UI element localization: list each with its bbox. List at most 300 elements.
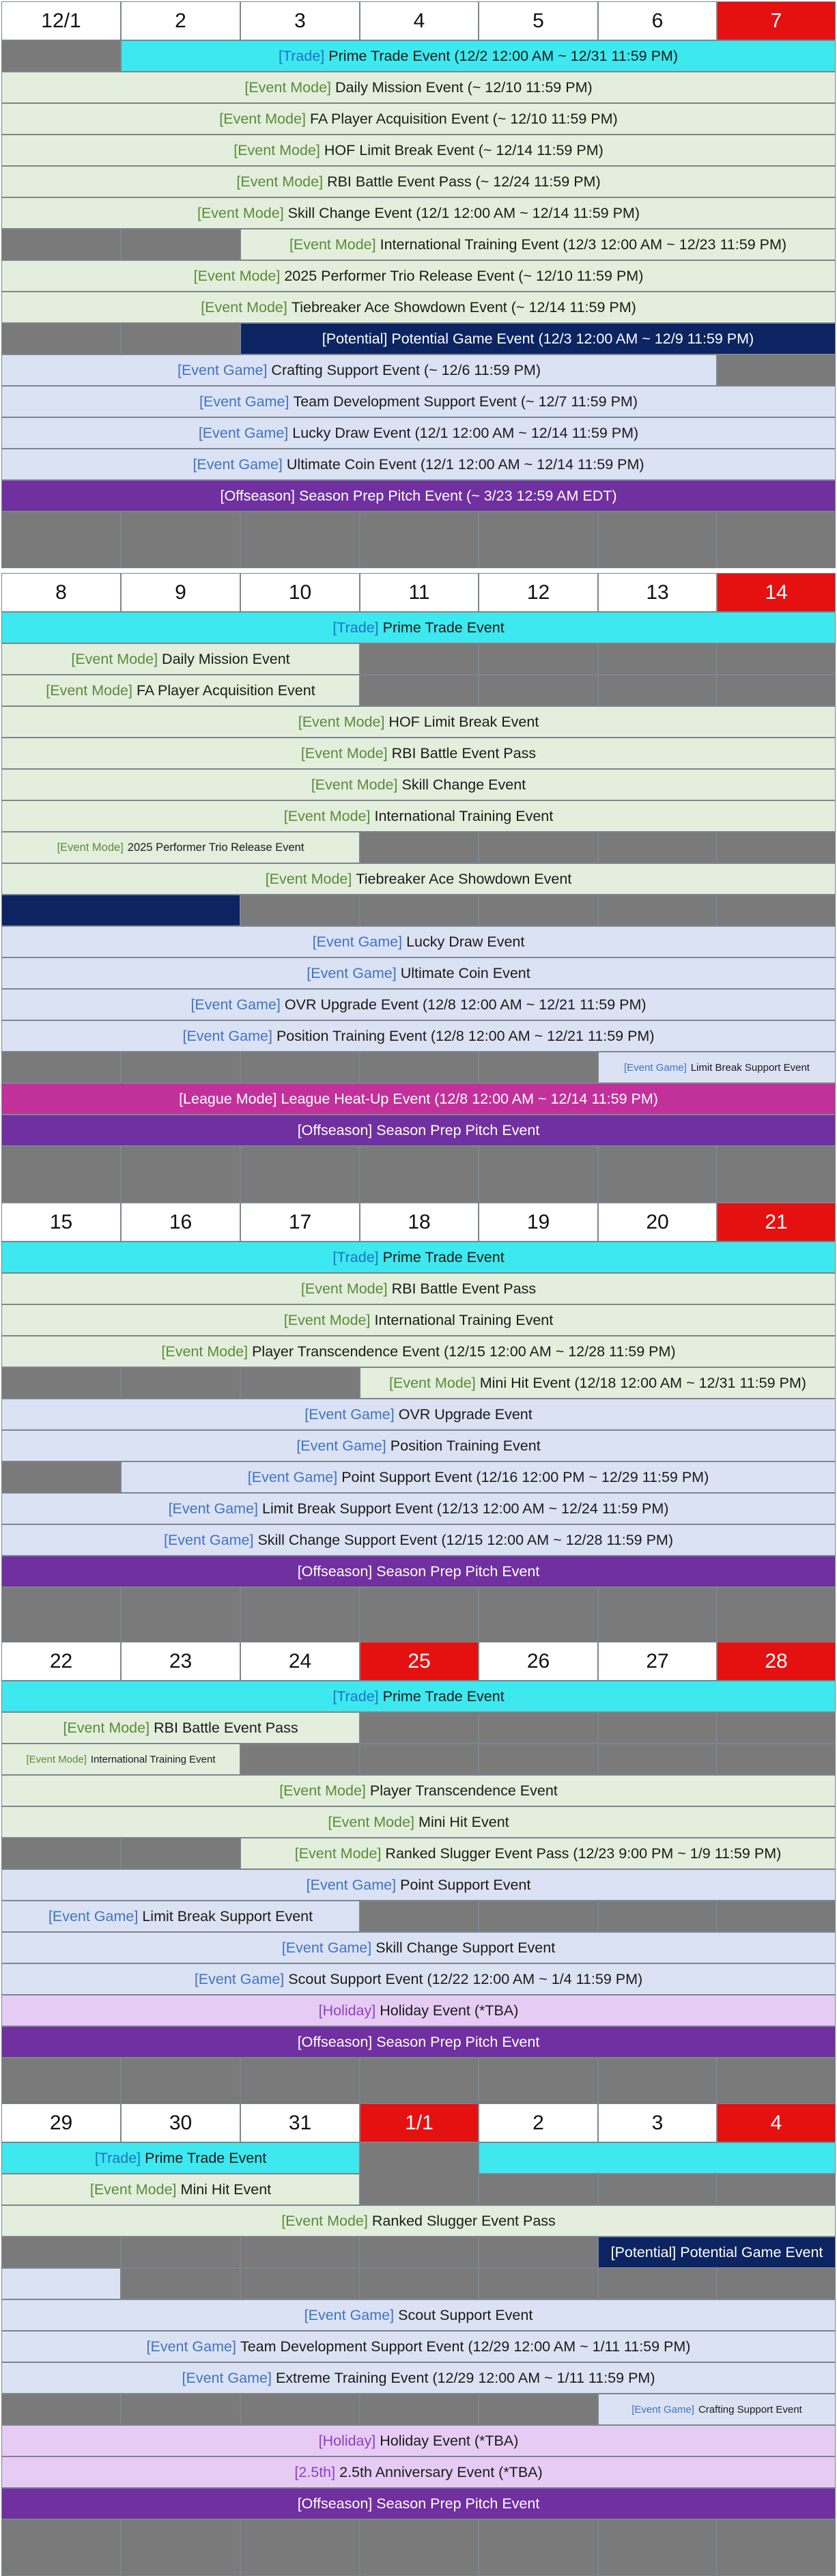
week-spacer [121, 1587, 240, 1644]
day-header: 10 [240, 573, 360, 612]
week-spacer [121, 1146, 240, 1203]
event-category-tag: [Event Game] [182, 2369, 272, 2386]
event-category-tag: [Event Game] [177, 361, 268, 378]
event-bar[interactable] [598, 2237, 836, 2268]
empty-slot [479, 1744, 598, 1775]
event-bar[interactable] [1, 1304, 836, 1336]
event-bar[interactable] [1, 2205, 836, 2237]
event-bar[interactable] [1, 1995, 836, 2026]
empty-slot [121, 229, 240, 260]
week-spacer [717, 1587, 836, 1644]
event-category-tag: [Trade] [332, 1688, 379, 1705]
event-name: Skill Change Event [401, 776, 526, 793]
event-name: Prime Trade Event [382, 1248, 505, 1265]
empty-slot [121, 2394, 240, 2425]
day-header: 31 [240, 2103, 360, 2142]
event-name: Mini Hit Event [418, 1813, 509, 1830]
event-bar[interactable] [1, 1712, 360, 1744]
event-category-tag: [Trade] [278, 47, 325, 64]
event-bar[interactable] [121, 40, 836, 72]
event-bar[interactable] [1, 386, 836, 417]
event-bar[interactable] [1, 2142, 360, 2174]
empty-slot [1, 40, 121, 72]
empty-slot [598, 1744, 717, 1775]
event-bar[interactable] [1, 354, 717, 386]
empty-slot [360, 1744, 479, 1775]
event-bar[interactable] [1, 449, 836, 480]
event-category-tag: [Event Game] [190, 996, 281, 1013]
day-header: 3 [240, 1, 360, 40]
event-category-tag: [Event Mode] [244, 79, 332, 96]
event-bar[interactable] [1, 197, 836, 229]
event-name: Season Prep Pitch Event (~ 3/23 12:59 AM EDT) [299, 487, 617, 504]
event-name: Potential Game Event (12/3 12:00 AM ~ 12/9 11:59 PM) [391, 330, 754, 347]
week-spacer [360, 1587, 479, 1644]
day-header: 28 [717, 1642, 836, 1681]
event-bar[interactable] [240, 1838, 836, 1869]
event-category-tag: [Event Mode] [89, 2181, 177, 2198]
event-category-tag: [Potential] [322, 330, 388, 347]
empty-slot [121, 2237, 240, 2268]
event-category-tag: [Event Mode] [63, 1719, 150, 1736]
empty-slot [598, 643, 717, 675]
event-bar[interactable] [1, 292, 836, 323]
event-name: International Training Event [90, 1753, 216, 1765]
event-name: 2025 Performer Trio Release Event [127, 841, 304, 854]
event-bar[interactable] [1, 2362, 836, 2394]
event-bar[interactable] [1, 1869, 836, 1901]
empty-slot [1, 1461, 121, 1493]
empty-slot [240, 1052, 360, 1083]
day-header: 21 [717, 1203, 836, 1242]
day-header: 1/1 [360, 2103, 479, 2142]
event-category-tag: [Offseason] [297, 2495, 373, 2512]
event-bar[interactable] [1, 2299, 836, 2331]
event-category-tag: [Event Game] [198, 424, 289, 441]
event-name: Ranked Slugger Event Pass [371, 2212, 556, 2229]
empty-slot [1, 2394, 121, 2425]
event-bar[interactable] [1, 1399, 836, 1430]
day-header: 27 [598, 1642, 717, 1681]
empty-slot [479, 1712, 598, 1744]
event-category-tag: [Trade] [332, 619, 379, 636]
day-header: 20 [598, 1203, 717, 1242]
event-bar[interactable] [598, 2394, 836, 2425]
event-category-tag: [Event Game] [632, 2403, 694, 2416]
event-category-tag: [2.5th] [294, 2463, 336, 2480]
event-name: Limit Break Support Event [142, 1907, 313, 1924]
empty-slot [240, 1744, 360, 1775]
event-category-tag: [Offseason] [220, 487, 296, 504]
event-name: Holiday Event (*TBA) [380, 2432, 519, 2449]
day-header: 4 [717, 2103, 836, 2142]
event-name: HOF Limit Break Event (~ 12/14 11:59 PM) [324, 141, 604, 158]
event-name: RBI Battle Event Pass [391, 744, 537, 761]
week-spacer [360, 1146, 479, 1203]
event-name: Player Transcendence Event (12/15 12:00 AM ~ 12/28 11:59 PM) [252, 1343, 676, 1360]
event-category-tag: [Event Game] [304, 2306, 395, 2323]
event-bar[interactable] [1, 1115, 836, 1146]
event-bar[interactable] [1, 480, 836, 512]
event-bar[interactable] [1, 1336, 836, 1367]
event-name: Tiebreaker Ace Showdown Event (~ 12/14 11:59 PM) [291, 298, 636, 316]
event-bar[interactable] [1, 417, 836, 449]
event-name: OVR Upgrade Event (12/8 12:00 AM ~ 12/21 11:59 PM) [284, 996, 647, 1013]
event-category-tag: [Event Game] [199, 393, 289, 410]
event-category-tag: [Event Game] [306, 1876, 397, 1893]
event-category-tag: [Trade] [332, 1248, 379, 1265]
event-name: Lucky Draw Event (12/1 12:00 AM ~ 12/14 11:59 PM) [292, 424, 639, 441]
event-category-tag: [Event Mode] [197, 204, 284, 221]
event-category-tag: [Event Game] [193, 456, 283, 473]
event-name: RBI Battle Event Pass [154, 1719, 298, 1736]
week-spacer [121, 2519, 240, 2576]
event-category-tag: [Event Mode] [236, 173, 324, 190]
week-spacer [1, 1587, 121, 1644]
event-bar[interactable] [1, 1273, 836, 1304]
event-category-tag: [Potential] [610, 2243, 677, 2260]
empty-slot [479, 832, 598, 863]
event-bar[interactable] [1, 1775, 836, 1806]
event-category-tag: [Event Mode] [46, 682, 132, 699]
day-header: 16 [121, 1203, 240, 1242]
day-header: 5 [479, 1, 598, 40]
event-name: Season Prep Pitch Event [376, 1563, 540, 1580]
event-name: Ranked Slugger Event Pass (12/23 9:00 PM ~ 1/9 11:59 PM) [385, 1845, 782, 1862]
event-bar[interactable] [1, 1932, 836, 1963]
empty-slot [360, 895, 479, 926]
event-category-tag: [Holiday] [318, 2002, 376, 2019]
day-header: 12 [479, 573, 598, 612]
day-header: 29 [1, 2103, 121, 2142]
event-category-tag: [Trade] [94, 2149, 141, 2166]
empty-slot [360, 832, 479, 863]
week-spacer [360, 512, 479, 568]
event-name: Ultimate Coin Event (12/1 12:00 AM ~ 12/14 11:59 PM) [286, 456, 644, 473]
week-spacer [598, 2519, 717, 2576]
week-spacer [479, 2519, 598, 2576]
empty-slot [1, 2237, 121, 2268]
event-name: Mini Hit Event (12/18 12:00 AM ~ 12/31 11:59 PM) [479, 1374, 806, 1391]
event-name: Daily Mission Event (~ 12/10 11:59 PM) [335, 79, 593, 96]
event-bar[interactable] [1, 2456, 836, 2488]
empty-slot [479, 1901, 598, 1932]
empty-slot [598, 2174, 717, 2205]
event-category-tag: [Event Game] [304, 1405, 395, 1423]
event-name: Point Support Event [400, 1876, 531, 1893]
week-spacer [598, 1146, 717, 1203]
day-header: 2 [121, 1, 240, 40]
empty-slot [598, 895, 717, 926]
event-bar[interactable] [1, 1493, 836, 1524]
event-category-tag: [League Mode] [179, 1090, 277, 1107]
empty-slot [360, 1901, 479, 1932]
event-bar[interactable] [1, 1744, 240, 1775]
day-header: 17 [240, 1203, 360, 1242]
event-name: Prime Trade Event [382, 1688, 505, 1705]
event-name: Mini Hit Event [180, 2181, 272, 2198]
empty-slot [479, 1052, 598, 1083]
event-category-tag: [Offseason] [297, 2033, 373, 2050]
event-name: FA Player Acquisition Event [136, 682, 315, 699]
event-name: Crafting Support Event [698, 2403, 802, 2416]
event-name: HOF Limit Break Event [388, 713, 539, 730]
event-category-tag: [Event Mode] [389, 1374, 476, 1391]
event-name: Skill Change Support Event [375, 1939, 556, 1956]
empty-slot [717, 675, 836, 706]
empty-slot [121, 2268, 240, 2299]
empty-slot [479, 2174, 598, 2205]
day-header: 23 [121, 1642, 240, 1681]
week-spacer [121, 512, 240, 568]
event-category-tag: [Event Game] [296, 1437, 386, 1454]
event-name: Season Prep Pitch Event [376, 2495, 540, 2512]
event-category-tag: [Event Mode] [294, 1845, 382, 1862]
event-category-tag: [Event Mode] [328, 1813, 415, 1830]
empty-slot [479, 895, 598, 926]
empty-slot [717, 1712, 836, 1744]
day-header: 25 [360, 1642, 479, 1681]
event-name: Season Prep Pitch Event [376, 1121, 540, 1138]
day-header: 30 [121, 2103, 240, 2142]
event-bar[interactable] [1, 2425, 836, 2456]
event-category-tag: [Event Mode] [57, 841, 124, 854]
event-category-tag: [Event Mode] [289, 236, 376, 253]
week-spacer [1, 2519, 121, 2576]
event-bar[interactable] [1, 103, 836, 135]
event-name: League Heat-Up Event (12/8 12:00 AM ~ 12/14 11:59 PM) [281, 1090, 658, 1107]
event-bar[interactable] [1, 643, 360, 675]
event-bar[interactable] [121, 1461, 836, 1493]
event-category-tag: [Event Game] [168, 1500, 259, 1517]
event-name: OVR Upgrade Event [398, 1405, 533, 1423]
event-name: International Training Event (12/3 12:00 AM ~ 12/23 11:59 PM) [380, 236, 787, 253]
week-spacer [479, 512, 598, 568]
empty-slot [717, 2268, 836, 2299]
event-bar[interactable] [1, 2331, 836, 2362]
event-bar[interactable] [1, 1083, 836, 1115]
event-category-tag: [Event Game] [281, 1939, 372, 1956]
empty-slot [479, 2268, 598, 2299]
day-header: 2 [479, 2103, 598, 2142]
event-name: Limit Break Support Event [690, 1061, 810, 1074]
week-spacer [479, 1146, 598, 1203]
event-bar[interactable] [1, 166, 836, 197]
event-category-tag: [Event Game] [182, 1027, 272, 1044]
event-name: RBI Battle Event Pass (~ 12/24 11:59 PM) [327, 173, 601, 190]
empty-slot [479, 675, 598, 706]
event-name: Lucky Draw Event [406, 933, 525, 950]
event-bar[interactable] [1, 832, 360, 863]
event-name: International Training Event [374, 1311, 554, 1328]
empty-slot [717, 1901, 836, 1932]
empty-slot [121, 1367, 240, 1399]
event-name: Prime Trade Event [145, 2149, 267, 2166]
empty-slot [717, 1744, 836, 1775]
event-name: Player Transcendence Event [369, 1782, 558, 1799]
empty-slot [598, 2268, 717, 2299]
day-header: 15 [1, 1203, 121, 1242]
event-bar[interactable] [1, 706, 836, 738]
event-name: Position Training Event (12/8 12:00 AM ~ 12/21 11:59 PM) [276, 1027, 655, 1044]
event-bar[interactable] [1, 1430, 836, 1461]
event-bar[interactable] [1, 989, 836, 1020]
week-spacer [717, 2519, 836, 2576]
day-header: 14 [717, 573, 836, 612]
empty-slot [360, 643, 479, 675]
event-bar[interactable] [1, 1020, 836, 1052]
event-bar[interactable] [1, 2026, 836, 2058]
week-spacer [1, 1146, 121, 1203]
event-bar[interactable] [479, 2142, 836, 2174]
event-bar[interactable] [1, 1524, 836, 1556]
event-name: International Training Event [374, 807, 554, 824]
event-category-tag: [Event Mode] [300, 744, 388, 761]
day-header: 9 [121, 573, 240, 612]
day-header: 3 [598, 2103, 717, 2142]
event-bar[interactable] [1, 1242, 836, 1273]
event-name: 2025 Performer Trio Release Event (~ 12/10 11:59 PM) [284, 267, 644, 284]
day-header: 18 [360, 1203, 479, 1242]
week-spacer [240, 512, 360, 568]
event-bar[interactable] [598, 1052, 836, 1083]
empty-slot [598, 832, 717, 863]
event-category-tag: [Event Mode] [265, 870, 352, 887]
day-header: 11 [360, 573, 479, 612]
empty-slot [240, 2237, 360, 2268]
event-name: Tiebreaker Ace Showdown Event [356, 870, 572, 887]
event-name: Team Development Support Event (~ 12/7 11:59 PM) [293, 393, 638, 410]
empty-slot [1, 1052, 121, 1083]
event-bar[interactable] [1, 1806, 836, 1838]
week-spacer [479, 1587, 598, 1644]
event-name: Scout Support Event (12/22 12:00 AM ~ 1/4 11:59 PM) [288, 1970, 643, 1987]
event-bar[interactable] [1, 957, 836, 989]
week-spacer [717, 512, 836, 568]
week-spacer [240, 1587, 360, 1644]
event-bar[interactable] [1, 675, 360, 706]
empty-slot [1, 1367, 121, 1399]
event-bar[interactable] [1, 1901, 360, 1932]
empty-slot [598, 1901, 717, 1932]
empty-slot [360, 1052, 479, 1083]
day-header: 6 [598, 1, 717, 40]
empty-slot [717, 643, 836, 675]
event-bar[interactable] [240, 229, 836, 260]
week-spacer [360, 2519, 479, 2576]
event-name: Point Support Event (12/16 12:00 PM ~ 12/29 11:59 PM) [341, 1468, 709, 1485]
event-bar[interactable] [1, 1556, 836, 1587]
event-name: Ultimate Coin Event [400, 964, 530, 981]
event-bar[interactable] [240, 323, 836, 354]
event-name: Crafting Support Event (~ 12/6 11:59 PM) [271, 361, 541, 378]
event-name: Position Training Event [390, 1437, 541, 1454]
event-category-tag: [Event Mode] [300, 1280, 388, 1297]
event-category-tag: [Offseason] [297, 1563, 373, 1580]
event-name: Team Development Support Event (12/29 12:00 AM ~ 1/11 11:59 PM) [240, 2338, 691, 2355]
event-name: FA Player Acquisition Event (~ 12/10 11:59 PM) [309, 110, 618, 127]
event-bar[interactable] [1, 800, 836, 832]
event-bar[interactable] [1, 1681, 836, 1712]
day-header: 7 [717, 1, 836, 40]
empty-slot [717, 2174, 836, 2205]
empty-slot [240, 1367, 360, 1399]
day-header: 8 [1, 573, 121, 612]
event-category-tag: [Event Mode] [219, 110, 306, 127]
empty-slot [1, 1838, 121, 1869]
event-bar[interactable] [1, 2174, 360, 2205]
day-header: 4 [360, 1, 479, 40]
empty-slot [360, 2142, 479, 2205]
event-name: Limit Break Support Event (12/13 12:00 AM ~ 12/24 11:59 PM) [262, 1500, 669, 1517]
event-category-tag: [Event Mode] [26, 1753, 87, 1765]
empty-slot [121, 323, 240, 354]
event-category-tag: [Event Mode] [281, 2212, 368, 2229]
day-header: 19 [479, 1203, 598, 1242]
week-spacer [240, 1146, 360, 1203]
empty-slot [121, 1838, 240, 1869]
event-bar[interactable] [360, 1367, 836, 1399]
event-bar[interactable] [1, 612, 836, 643]
event-name: Scout Support Event [398, 2306, 533, 2323]
event-bar[interactable] [1, 1963, 836, 1995]
event-category-tag: [Event Mode] [233, 141, 320, 158]
event-category-tag: [Event Game] [48, 1907, 139, 1924]
event-category-tag: [Offseason] [297, 1121, 373, 1138]
event-name: Extreme Training Event (12/29 12:00 AM ~ 1/11 11:59 PM) [275, 2369, 655, 2386]
empty-slot [121, 1052, 240, 1083]
event-bar[interactable] [1, 2268, 121, 2299]
week-spacer [1, 512, 121, 568]
event-bar[interactable] [1, 863, 836, 895]
day-header: 13 [598, 573, 717, 612]
empty-slot [717, 354, 836, 386]
event-category-tag: [Event Game] [312, 933, 403, 950]
event-category-tag: [Event Mode] [201, 298, 287, 316]
empty-slot [598, 1712, 717, 1744]
event-bar[interactable] [1, 769, 836, 800]
event-category-tag: [Event Game] [624, 1061, 687, 1074]
event-name: Skill Change Support Event (12/15 12:00 AM ~ 12/28 11:59 PM) [257, 1531, 673, 1548]
event-category-tag: [Event Mode] [298, 713, 385, 730]
event-name: Prime Trade Event [382, 619, 505, 636]
event-category-tag: [Event Mode] [311, 776, 398, 793]
empty-slot [1, 229, 121, 260]
event-category-tag: [Event Game] [146, 2338, 236, 2355]
event-bar[interactable] [1, 72, 836, 103]
day-header: 22 [1, 1642, 121, 1681]
empty-slot [360, 2394, 479, 2425]
empty-slot [360, 2268, 479, 2299]
event-bar[interactable] [1, 260, 836, 292]
event-name: Holiday Event (*TBA) [380, 2002, 519, 2019]
event-name: Daily Mission Event [162, 650, 290, 667]
event-category-tag: [Event Mode] [283, 1311, 371, 1328]
event-bar[interactable] [1, 738, 836, 769]
event-category-tag: [Event Mode] [283, 807, 371, 824]
event-bar[interactable] [1, 2488, 836, 2519]
week-spacer [598, 1587, 717, 1644]
empty-slot [360, 2237, 479, 2268]
empty-slot [1, 323, 121, 354]
event-bar[interactable] [1, 926, 836, 957]
event-name: 2.5th Anniversary Event (*TBA) [339, 2463, 543, 2480]
event-bar[interactable] [1, 895, 240, 926]
event-bar[interactable] [1, 135, 836, 166]
week-spacer [240, 2519, 360, 2576]
event-category-tag: [Event Mode] [161, 1343, 249, 1360]
event-category-tag: [Event Game] [163, 1531, 254, 1548]
